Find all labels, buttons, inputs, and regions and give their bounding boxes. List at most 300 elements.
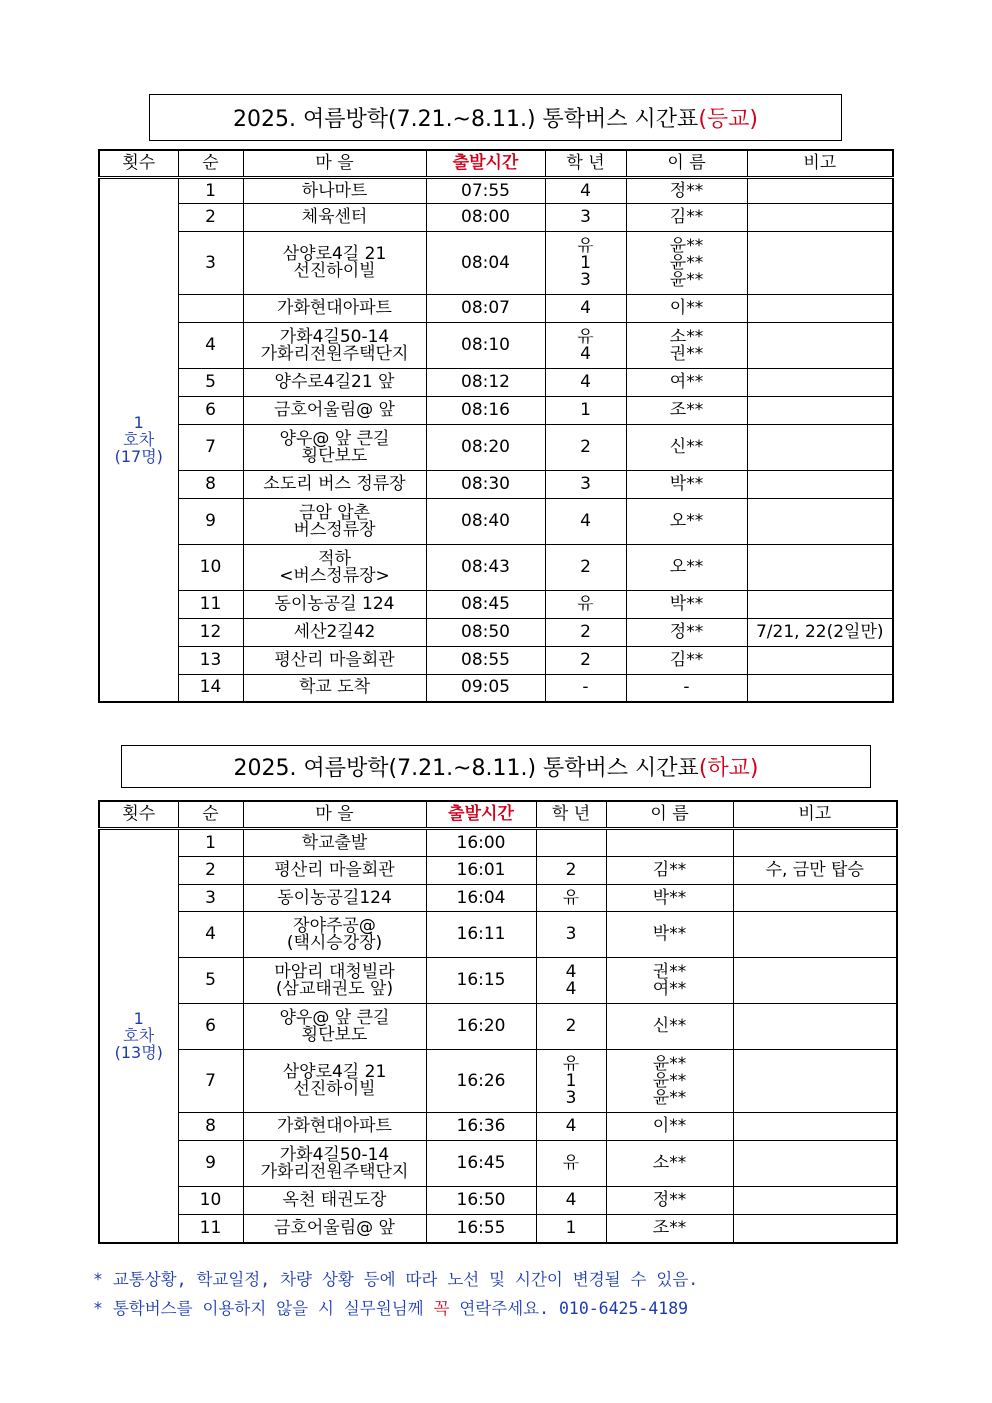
depart-time: 08:45 [426, 591, 545, 619]
student-name-line: 윤** [669, 235, 704, 256]
header-village: 마 을 [243, 150, 426, 178]
depart-time: 08:30 [426, 471, 545, 499]
table-row [99, 885, 897, 912]
morning-title-suffix: (등교) [698, 107, 758, 132]
student-grade-line: 2 [565, 860, 577, 880]
depart-time: 16:11 [426, 912, 536, 958]
stop-village [243, 545, 426, 591]
student-name [626, 323, 747, 369]
student-grade [536, 829, 606, 857]
student-grade-line: 2 [580, 622, 591, 642]
student-grade-line: 4 [565, 978, 577, 999]
student-name-line: 김** [669, 650, 704, 670]
stop-village-line: 옥천 태권도장 [282, 1190, 387, 1210]
stop-village-line: 동이농공길 124 [274, 594, 395, 614]
table-row [99, 397, 893, 425]
stop-village-line: (삼교태권도 앞) [275, 978, 394, 999]
stop-village [243, 204, 426, 232]
remarks [733, 1215, 897, 1243]
afternoon-title-main: 2025. 여름방학(7.21.~8.11.) 통학버스 시간표 [233, 756, 699, 781]
stop-village [243, 369, 426, 397]
bus-car-label [99, 829, 178, 1243]
depart-time: 08:12 [426, 369, 545, 397]
stop-village-line: 삼양로4길 21 [282, 244, 387, 264]
stop-number: 13 [178, 647, 243, 675]
student-name-line: 여** [669, 372, 704, 392]
student-name-line: 윤** [652, 1070, 687, 1091]
stop-number: 1 [178, 178, 243, 204]
stop-village-line: 평산리 마을회관 [274, 650, 395, 670]
notice-line-2 [93, 1295, 688, 1319]
stop-village [243, 323, 426, 369]
remarks [747, 232, 893, 295]
student-name [626, 591, 747, 619]
depart-time: 08:20 [426, 425, 545, 471]
student-grade [536, 857, 606, 885]
student-grade-line: 3 [565, 924, 577, 944]
table-row [99, 178, 893, 204]
student-name [626, 295, 747, 323]
table-row [99, 295, 893, 323]
stop-number: 9 [178, 499, 243, 545]
student-grade-line: 4 [565, 1116, 577, 1136]
student-grade [536, 1004, 606, 1050]
header-remarks: 비고 [733, 801, 897, 829]
table-row [99, 1215, 897, 1243]
stop-village [243, 958, 426, 1004]
stop-village [243, 1113, 426, 1141]
student-grade-line: 유 [577, 235, 594, 256]
student-name-line: 이** [669, 298, 704, 318]
remarks [733, 1187, 897, 1215]
student-name [626, 545, 747, 591]
stop-number: 11 [178, 591, 243, 619]
student-grade [545, 425, 626, 471]
stop-village [243, 1187, 426, 1215]
table-row [99, 471, 893, 499]
stop-number: 12 [178, 619, 243, 647]
stop-number: 7 [178, 425, 243, 471]
student-grade-line: 1 [565, 1070, 577, 1091]
student-name-line: 박** [652, 887, 687, 908]
notice-line-2-emphasis: 꼭 [433, 1299, 450, 1318]
remarks [747, 647, 893, 675]
remarks [747, 178, 893, 204]
student-name-line: 윤** [652, 1087, 687, 1108]
morning-schedule-table [98, 149, 894, 703]
student-grade-line: 유 [577, 594, 594, 614]
student-name-line: 조** [652, 1217, 687, 1238]
depart-time: 08:55 [426, 647, 545, 675]
stop-village-line: 평산리 마을회관 [274, 860, 395, 880]
depart-time: 16:26 [426, 1050, 536, 1113]
stop-village-line: 삼양로4길 21 [282, 1062, 387, 1082]
stop-village-line: 소도리 버스 정류장 [263, 474, 406, 494]
student-grade [536, 1050, 606, 1113]
stop-village [243, 425, 426, 471]
stop-number: 10 [178, 1187, 243, 1215]
student-grade-line: 4 [580, 343, 591, 364]
student-name-line: 정** [669, 180, 704, 201]
remarks [747, 425, 893, 471]
stop-village-line: 가화현대아파트 [277, 298, 392, 318]
student-grade [545, 369, 626, 397]
afternoon-title [121, 745, 871, 788]
student-grade-line: 4 [580, 511, 591, 531]
student-grade [545, 591, 626, 619]
table-row [99, 647, 893, 675]
stop-village-line: 적하 [318, 548, 351, 569]
student-name-line: 오** [669, 557, 704, 577]
remarks: 수, 금만 탑승 [733, 857, 897, 885]
stop-village-line: 가화4길50-14 [279, 326, 390, 347]
stop-village [243, 471, 426, 499]
student-name [626, 397, 747, 425]
student-name-line: 김** [669, 207, 704, 227]
student-grade-line: 3 [580, 269, 591, 290]
student-grade [545, 647, 626, 675]
table-row [99, 1050, 897, 1113]
student-name [626, 675, 747, 702]
student-name-line: 여** [652, 978, 687, 999]
header-row [99, 150, 893, 178]
student-name-line: 박** [652, 924, 687, 944]
student-grade-line: 1 [580, 252, 591, 273]
stop-village-line: 양우@ 앞 큰길 [279, 1007, 390, 1028]
notice-line-1-text: * 교통상황, 학교일정, 차량 상황 등에 따라 노선 및 시간이 변경될 수 있음. [93, 1270, 699, 1289]
stop-village [243, 1141, 426, 1187]
student-name [626, 369, 747, 397]
bus-car-label-line: 호차 [123, 430, 155, 450]
stop-village [243, 912, 426, 958]
notice-line-2-after: 연락주세요. 010-6425-4189 [449, 1299, 689, 1318]
remarks [747, 295, 893, 323]
notice-line-2-before: * 통학버스를 이용하지 않을 시 실무원님께 [93, 1299, 434, 1318]
stop-village-line: 양수로4길21 앞 [274, 372, 395, 392]
student-name [626, 178, 747, 204]
stop-village [243, 499, 426, 545]
stop-village [243, 619, 426, 647]
stop-village [243, 397, 426, 425]
morning-title-main: 2025. 여름방학(7.21.~8.11.) 통학버스 시간표 [233, 107, 699, 132]
remarks [733, 1113, 897, 1141]
student-name-line: 윤** [669, 269, 704, 290]
student-grade-line: 유 [577, 326, 594, 347]
stop-village [243, 591, 426, 619]
depart-time: 07:55 [426, 178, 545, 204]
stop-number: 6 [178, 1004, 243, 1050]
header-name: 이 름 [626, 150, 747, 178]
table-row [99, 675, 893, 702]
student-name [626, 647, 747, 675]
student-name [606, 885, 733, 912]
student-grade [536, 1113, 606, 1141]
depart-time: 08:50 [426, 619, 545, 647]
student-grade [545, 295, 626, 323]
remarks [733, 1004, 897, 1050]
student-name-line: 신** [669, 437, 704, 457]
student-grade-line: 1 [565, 1217, 577, 1238]
afternoon-schedule-table [98, 800, 898, 1244]
depart-time: 08:00 [426, 204, 545, 232]
student-name [606, 1215, 733, 1243]
student-name-line: 정** [652, 1190, 687, 1210]
table-row [99, 204, 893, 232]
table-row [99, 323, 893, 369]
remarks [747, 591, 893, 619]
table-row [99, 545, 893, 591]
remarks [747, 545, 893, 591]
student-grade-line: 3 [565, 1087, 577, 1108]
depart-time: 09:05 [426, 675, 545, 702]
remarks [733, 1050, 897, 1113]
depart-time: 16:50 [426, 1187, 536, 1215]
depart-time: 16:15 [426, 958, 536, 1004]
header-village: 마 을 [243, 801, 426, 829]
stop-number: 9 [178, 1141, 243, 1187]
stop-number: 6 [178, 397, 243, 425]
header-depart-time: 출발시간 [426, 801, 536, 829]
stop-number: 1 [178, 829, 243, 857]
stop-village [243, 829, 426, 857]
remarks [747, 499, 893, 545]
student-name [606, 1004, 733, 1050]
stop-village [243, 857, 426, 885]
header-grade: 학 년 [545, 150, 626, 178]
student-grade-line: 4 [580, 372, 591, 392]
stop-village-line: 가화리전원주택단지 [260, 343, 409, 364]
stop-village-line: 횡단보도 [301, 1024, 368, 1045]
stop-number: 2 [178, 204, 243, 232]
header-seq: 순 [178, 150, 243, 178]
notice-line-1 [93, 1266, 698, 1290]
student-grade-line: 2 [565, 1016, 577, 1036]
depart-time: 08:40 [426, 499, 545, 545]
table-row [99, 1113, 897, 1141]
student-name [606, 912, 733, 958]
student-name [606, 1187, 733, 1215]
header-seq: 순 [178, 801, 243, 829]
remarks [733, 1141, 897, 1187]
stop-village-line: 마암리 대청빌라 [274, 961, 395, 982]
stop-village [243, 885, 426, 912]
stop-number [178, 295, 243, 323]
student-name-line: 조** [669, 400, 704, 420]
table-row [99, 619, 893, 647]
remarks [733, 829, 897, 857]
depart-time: 16:04 [426, 885, 536, 912]
stop-village-line: (택시승강장) [286, 932, 383, 953]
student-grade-line: 2 [580, 437, 591, 457]
stop-village-line: 양우@ 앞 큰길 [279, 428, 390, 449]
student-name [606, 1050, 733, 1113]
stop-number: 3 [178, 885, 243, 912]
student-grade [545, 675, 626, 702]
student-grade [545, 545, 626, 591]
student-name-line: 정** [669, 622, 704, 642]
stop-number: 3 [178, 232, 243, 295]
stop-number: 8 [178, 1113, 243, 1141]
stop-village-line: 선진하이빌 [293, 1079, 376, 1099]
student-name [626, 499, 747, 545]
header-count: 횟수 [99, 150, 178, 178]
stop-village-line: 장야주공@ [293, 915, 376, 936]
depart-time: 16:01 [426, 857, 536, 885]
stop-village [243, 675, 426, 702]
depart-time: 16:36 [426, 1113, 536, 1141]
student-grade-line: 4 [580, 180, 591, 201]
student-grade [545, 323, 626, 369]
stop-village-line: 금호어울림@ 앞 [274, 400, 395, 420]
student-grade [536, 885, 606, 912]
morning-title [149, 94, 842, 141]
student-name-line: 권** [652, 961, 687, 982]
remarks [747, 204, 893, 232]
header-grade: 학 년 [536, 801, 606, 829]
student-grade-line: 1 [580, 400, 591, 420]
student-name [626, 425, 747, 471]
header-name: 이 름 [606, 801, 733, 829]
header-depart-time: 출발시간 [426, 150, 545, 178]
stop-number: 5 [178, 958, 243, 1004]
stop-village [243, 232, 426, 295]
student-name [626, 471, 747, 499]
stop-village [243, 1050, 426, 1113]
student-grade-line: 2 [580, 650, 591, 670]
depart-time: 16:20 [426, 1004, 536, 1050]
student-name [606, 1141, 733, 1187]
student-name-line: 오** [669, 511, 704, 531]
student-name [626, 232, 747, 295]
stop-village-line: 가화현대아파트 [277, 1116, 392, 1136]
student-grade-line: 유 [562, 887, 580, 908]
student-grade-line: 2 [580, 557, 591, 577]
stop-number: 4 [178, 323, 243, 369]
depart-time: 16:55 [426, 1215, 536, 1243]
student-name [606, 857, 733, 885]
stop-village-line: 금암 압촌 [298, 502, 371, 523]
table-row [99, 232, 893, 295]
student-grade-line: - [582, 677, 589, 698]
remarks [733, 912, 897, 958]
table-row [99, 1141, 897, 1187]
stop-number: 7 [178, 1050, 243, 1113]
table-row [99, 1187, 897, 1215]
stop-number: 5 [178, 369, 243, 397]
header-count: 횟수 [99, 801, 178, 829]
remarks: 7/21, 22(2일만) [747, 619, 893, 647]
header-remarks: 비고 [747, 150, 893, 178]
student-grade [545, 499, 626, 545]
header-row [99, 801, 897, 829]
student-grade [536, 912, 606, 958]
student-name [626, 204, 747, 232]
student-grade [536, 958, 606, 1004]
remarks [747, 675, 893, 702]
table-row [99, 958, 897, 1004]
student-grade-line: 유 [562, 1153, 580, 1173]
stop-village [243, 1004, 426, 1050]
depart-time: 08:43 [426, 545, 545, 591]
table-row [99, 1004, 897, 1050]
student-name [606, 1113, 733, 1141]
table-row [99, 857, 897, 885]
stop-number: 8 [178, 471, 243, 499]
depart-time: 08:07 [426, 295, 545, 323]
student-name-line: 신** [652, 1016, 687, 1036]
student-grade-line: 3 [580, 207, 591, 227]
student-name [606, 829, 733, 857]
student-grade [536, 1187, 606, 1215]
student-grade-line: 유 [562, 1053, 580, 1074]
depart-time: 08:16 [426, 397, 545, 425]
stop-number: 4 [178, 912, 243, 958]
table-row [99, 829, 897, 857]
depart-time: 08:10 [426, 323, 545, 369]
remarks [747, 323, 893, 369]
student-grade-line: 4 [565, 961, 577, 982]
depart-time: 16:45 [426, 1141, 536, 1187]
stop-village-line: 선진하이빌 [293, 261, 376, 281]
student-grade [536, 1141, 606, 1187]
afternoon-title-suffix: (하교) [698, 756, 759, 781]
student-grade-line: 4 [580, 298, 591, 318]
stop-village-line: 금호어울림@ 앞 [274, 1217, 395, 1238]
table-row [99, 369, 893, 397]
stop-village [243, 1215, 426, 1243]
student-grade [545, 397, 626, 425]
student-grade [545, 178, 626, 204]
table-row [99, 912, 897, 958]
student-name-line: 권** [669, 343, 704, 364]
student-name-line: 소** [652, 1153, 687, 1173]
depart-time: 08:04 [426, 232, 545, 295]
stop-village-line: <버스정류장> [279, 565, 390, 586]
stop-village-line: 학교출발 [301, 832, 368, 853]
student-grade [545, 204, 626, 232]
stop-village-line: 체육센터 [301, 207, 368, 227]
bus-car-label-line: (13명) [114, 1043, 163, 1063]
remarks [733, 885, 897, 912]
bus-car-label [99, 178, 178, 702]
student-name-line: 이** [652, 1116, 687, 1136]
table-row [99, 425, 893, 471]
stop-village-line: 가화4길50-14 [279, 1144, 390, 1165]
student-name [606, 958, 733, 1004]
table-row [99, 499, 893, 545]
student-name-line: 윤** [652, 1053, 687, 1074]
table-row [99, 591, 893, 619]
remarks [733, 958, 897, 1004]
stop-village [243, 295, 426, 323]
remarks [747, 397, 893, 425]
student-grade [536, 1215, 606, 1243]
bus-car-label-line: 호차 [123, 1026, 155, 1046]
student-name-line: - [683, 677, 690, 698]
stop-village [243, 178, 426, 204]
stop-village-line: 세산2길42 [293, 622, 376, 642]
student-name-line: 박** [669, 474, 704, 494]
student-name-line: 김** [652, 860, 687, 880]
stop-village [243, 647, 426, 675]
depart-time: 16:00 [426, 829, 536, 857]
student-grade [545, 471, 626, 499]
stop-village-line: 하나마트 [301, 180, 368, 201]
student-name-line: 소** [669, 326, 704, 347]
stop-village-line: 가화리전원주택단지 [260, 1161, 409, 1182]
student-grade [545, 232, 626, 295]
stop-village-line: 횡단보도 [301, 445, 368, 466]
